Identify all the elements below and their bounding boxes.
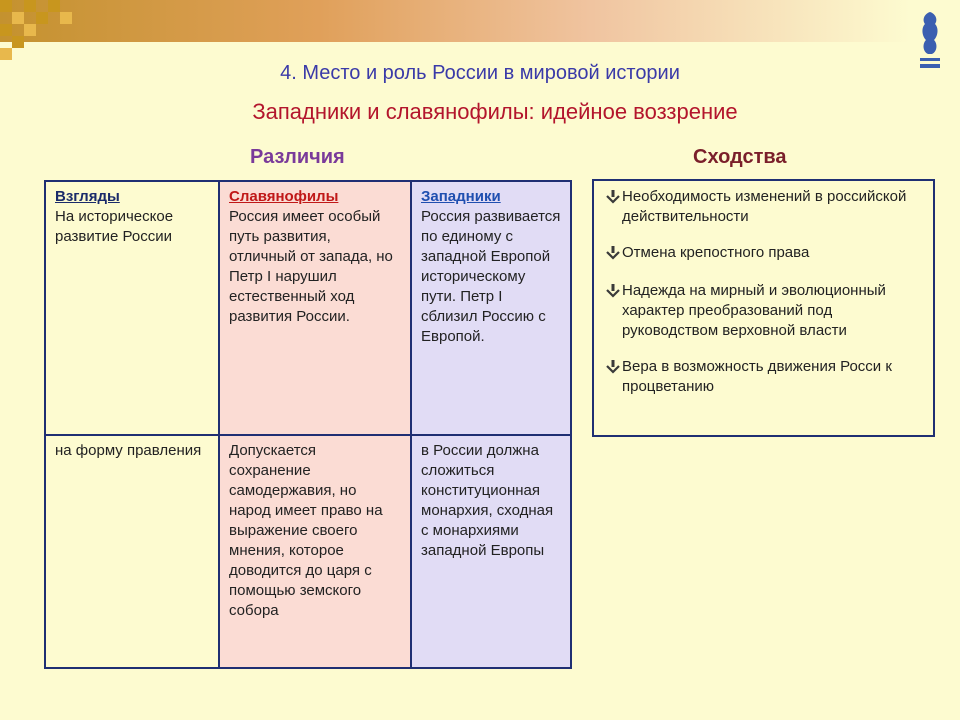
similarities-box bbox=[592, 179, 935, 437]
similarity-text: Надежда на мирный и эволюционный характер преобразований под руководством верховной власти bbox=[622, 282, 886, 339]
slavophiles-government-text: Допускается сохранение самодержавия, но народ имеет право на выражение своего мнения, которое доводится до царя с помощью земского собора bbox=[229, 442, 383, 619]
table-cell bbox=[45, 435, 219, 668]
table-row bbox=[45, 181, 571, 435]
table-cell bbox=[219, 181, 411, 435]
westerners-government-text: в России должна сложиться конституционная монархия, сходная с монархиями западной Европы bbox=[421, 442, 554, 559]
table-cell bbox=[45, 181, 219, 435]
top-gradient-bar bbox=[0, 0, 910, 42]
list-item bbox=[604, 243, 925, 263]
table-cell bbox=[411, 435, 571, 668]
similarity-text: Необходимость изменений в российской действительности bbox=[622, 188, 907, 225]
differences-heading: Различия bbox=[250, 146, 345, 168]
bullet-arrow-icon bbox=[604, 283, 622, 301]
bullet-arrow-icon bbox=[604, 359, 622, 377]
westerners-text: Россия развивается по единому с западной Европой историческому пути. Петр I сблизил Россию с Европой. bbox=[421, 208, 561, 345]
government-form-label: на форму правления bbox=[55, 442, 202, 459]
views-header: Взгляды bbox=[55, 188, 120, 205]
similarities-heading: Сходства bbox=[693, 146, 787, 168]
table-cell bbox=[219, 435, 411, 668]
list-item bbox=[604, 357, 925, 397]
list-item bbox=[604, 187, 925, 227]
views-text: На историческое развитие России bbox=[55, 208, 174, 245]
similarity-text: Вера в возможность движения Росси к процветанию bbox=[622, 358, 892, 395]
differences-table bbox=[44, 180, 572, 669]
table-cell bbox=[411, 181, 571, 435]
table-row bbox=[45, 435, 571, 668]
list-item bbox=[604, 281, 925, 341]
similarity-text: Отмена крепостного права bbox=[622, 244, 810, 261]
bullet-arrow-icon bbox=[604, 245, 622, 263]
slide-subtitle: Западники и славянофилы: идейное воззрение bbox=[252, 99, 738, 124]
slide-title: 4. Место и роль России в мировой истории bbox=[280, 62, 680, 84]
slavophiles-header: Славянофилы bbox=[229, 188, 339, 205]
slavophiles-text: Россия имеет особый путь развития, отличный от запада, но Петр I нарушил естественный ход развития России. bbox=[229, 208, 393, 325]
westerners-header: Западники bbox=[421, 188, 501, 205]
bullet-arrow-icon bbox=[604, 189, 622, 207]
